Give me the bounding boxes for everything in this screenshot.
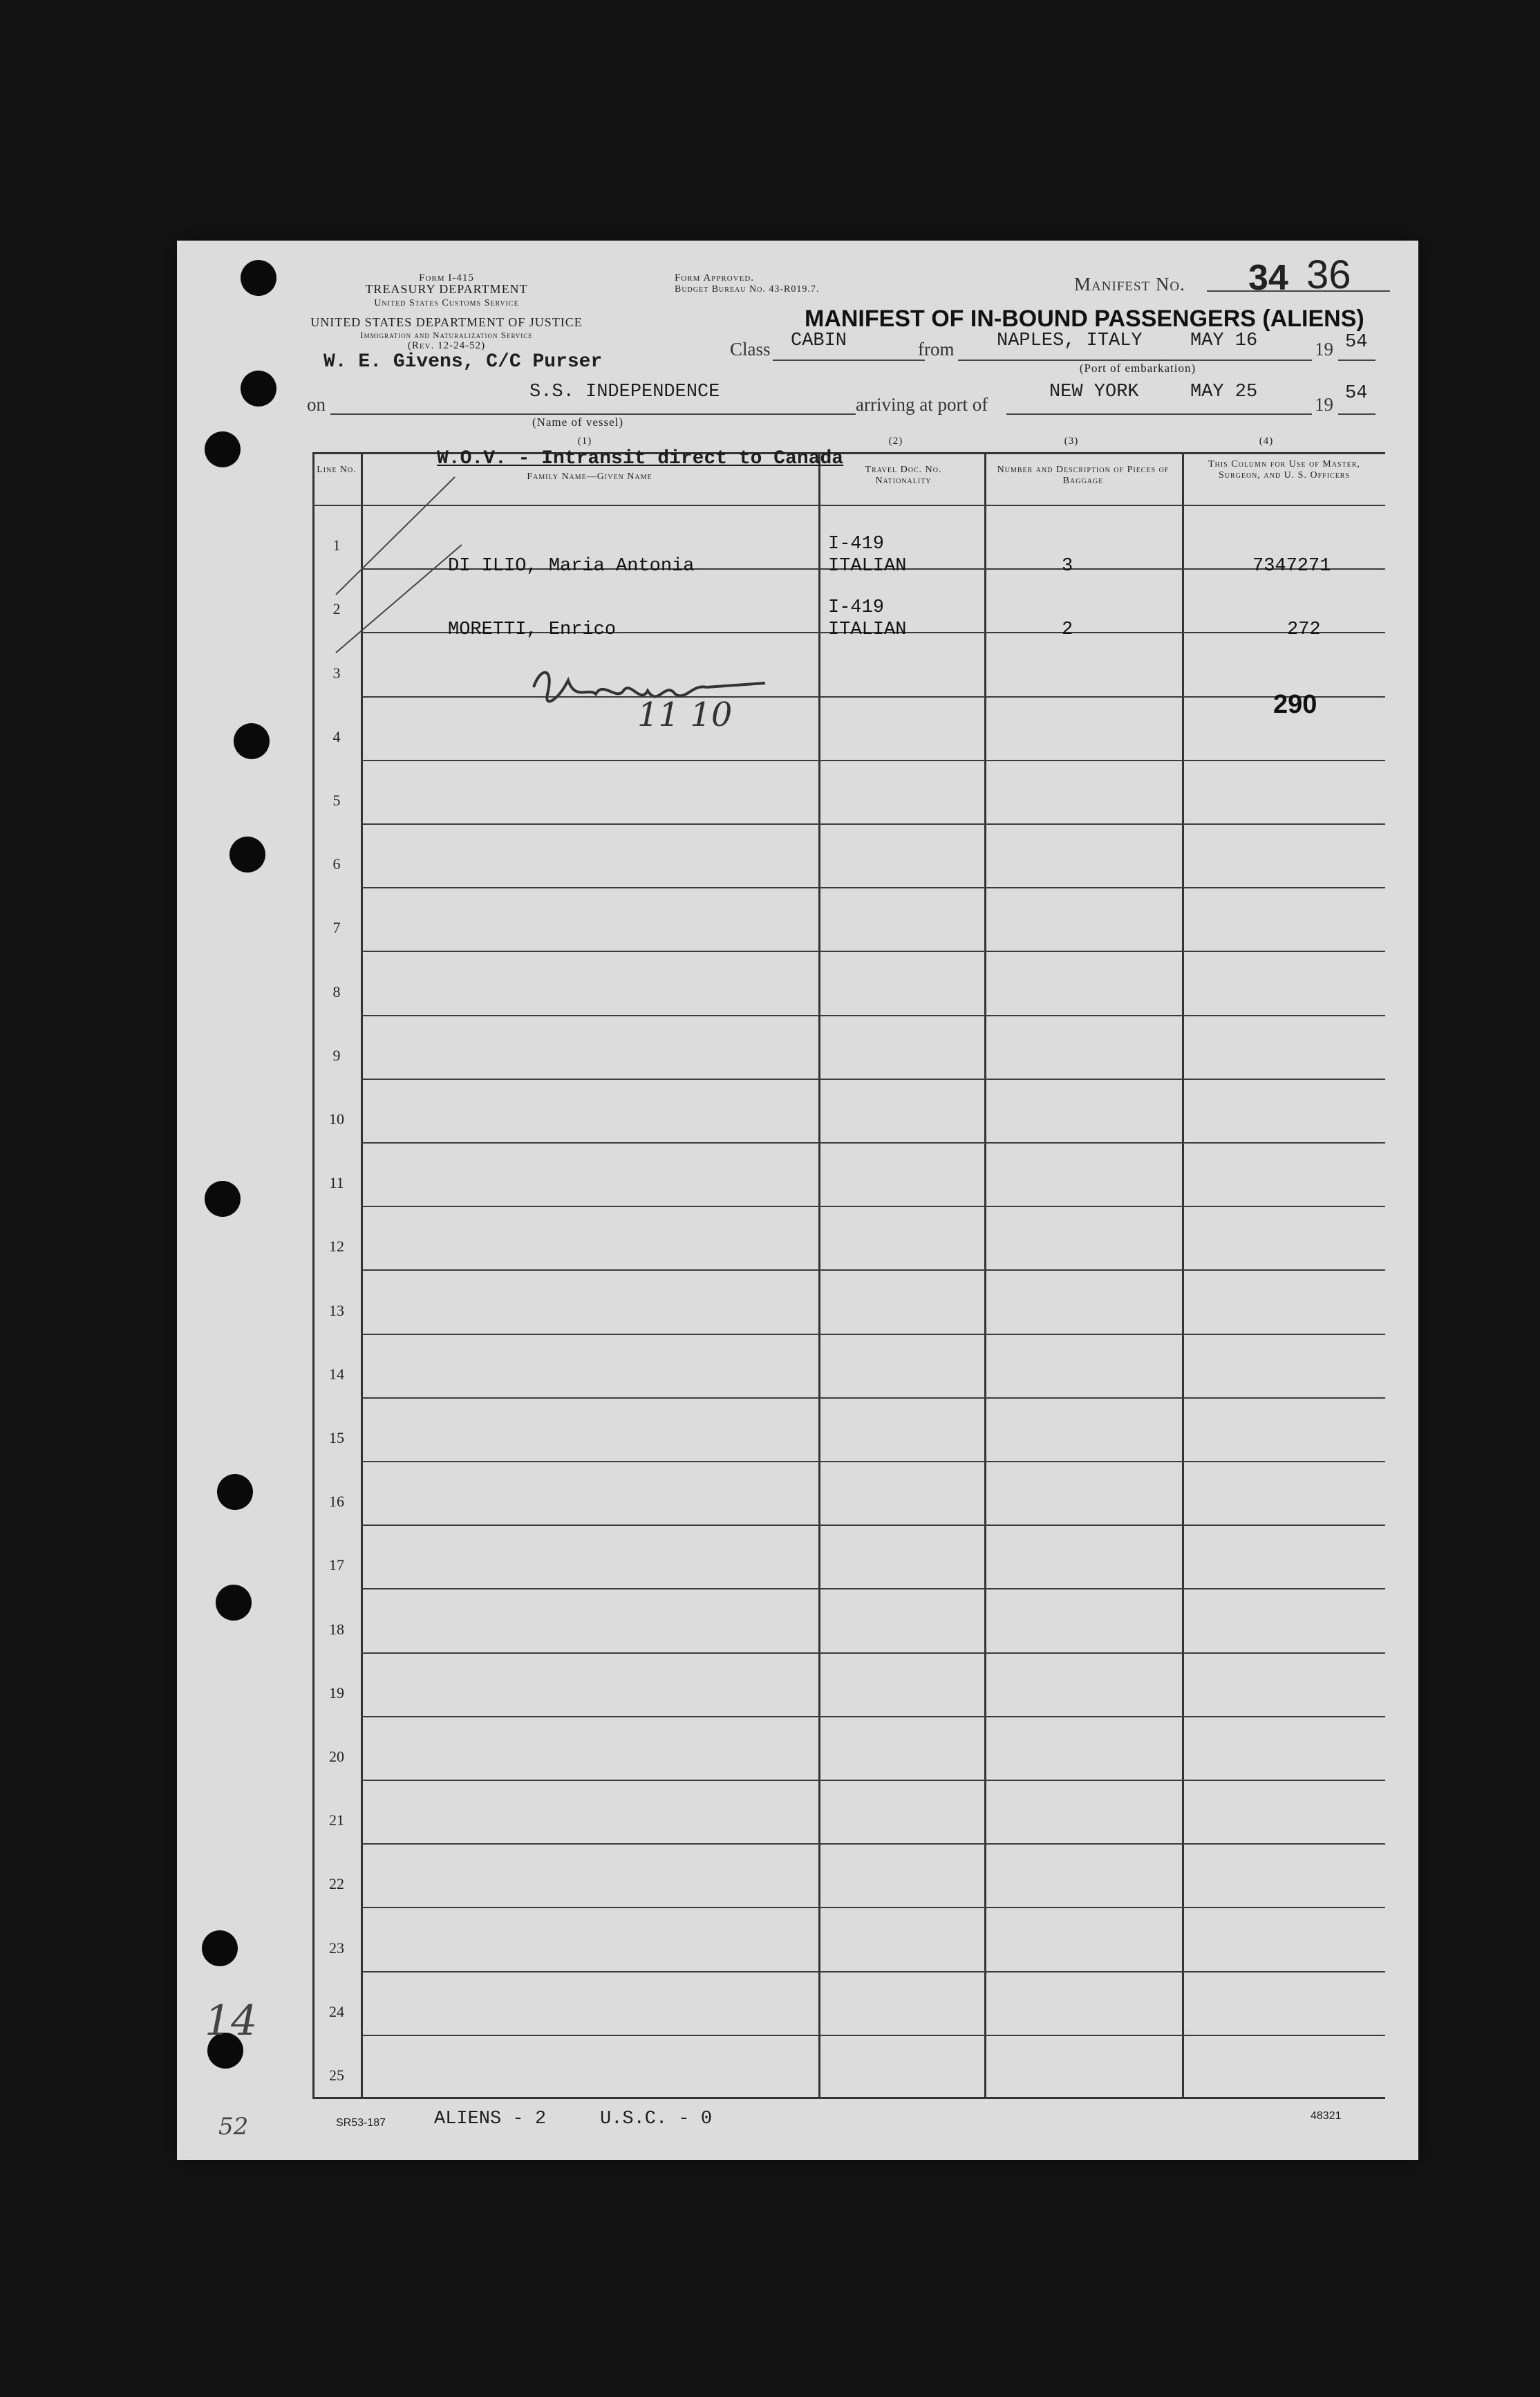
table-note: W.O.V. - Intransit direct to Canada	[437, 448, 844, 469]
class-underline	[773, 360, 925, 361]
treasury-dept: TREASURY DEPARTMENT	[365, 282, 528, 296]
line-number: 22	[329, 1875, 344, 1893]
form-approved: Form Approved.	[675, 272, 755, 283]
year-underline-1	[1338, 360, 1375, 361]
purser-name: W. E. Givens, C/C Purser	[323, 351, 603, 373]
line-number: 7	[332, 919, 341, 937]
punch-hole	[241, 371, 276, 407]
row-1-name: DI ILIO, Maria Antonia	[448, 556, 695, 577]
column-divider	[361, 452, 363, 2099]
line-number: 10	[329, 1110, 344, 1128]
column-divider	[312, 452, 314, 2099]
class-value: CABIN	[791, 330, 847, 351]
year-label-2: 19	[1315, 394, 1333, 415]
departure-date: MAY 16	[1190, 330, 1258, 351]
line-number: 2	[332, 600, 341, 618]
line-number: 4	[332, 727, 341, 745]
column-number-1: (1)	[577, 436, 592, 447]
column-number-3: (3)	[1064, 436, 1079, 447]
line-number: 3	[332, 664, 341, 682]
punch-hole	[216, 1585, 252, 1621]
row-divider	[361, 1780, 1385, 1781]
vessel-underline	[330, 413, 856, 415]
row-divider	[361, 2035, 1385, 2036]
arrival-year: 54	[1345, 383, 1368, 404]
row-divider	[361, 1971, 1385, 1972]
passenger-table	[312, 448, 1385, 2099]
line-number: 17	[329, 1556, 344, 1574]
column-number-2: (2)	[888, 436, 903, 447]
row-2-nationality: ITALIAN	[828, 619, 907, 640]
manifest-number-struck: 34	[1248, 258, 1288, 298]
row-divider	[361, 696, 1385, 698]
manifest-sheet	[177, 241, 1418, 2160]
line-number: 6	[332, 855, 341, 873]
line-number: 23	[329, 1939, 344, 1957]
line-number: 1	[332, 537, 341, 554]
year-label-1: 19	[1315, 339, 1333, 360]
row-2-name: MORETTI, Enrico	[448, 619, 617, 640]
punch-hole	[202, 1930, 238, 1966]
column-divider	[818, 452, 820, 2099]
punch-hole	[241, 260, 276, 296]
revision: (Rev. 12-24-52)	[407, 340, 486, 351]
punch-hole	[229, 837, 265, 873]
header-travel-doc: Travel Doc. No. Nationality	[865, 465, 942, 486]
form-number: Form I-415	[419, 272, 474, 283]
from-underline	[958, 360, 1312, 361]
punch-hole	[205, 431, 241, 467]
row-divider	[361, 1079, 1385, 1080]
row-divider	[361, 1334, 1385, 1335]
punch-hole	[205, 1181, 241, 1217]
punch-hole	[234, 723, 270, 759]
footer-code: SR53-187	[336, 2117, 386, 2129]
row-divider	[361, 1588, 1385, 1589]
row-2-officer: 272	[1287, 619, 1321, 640]
manifest-label: Manifest No.	[1074, 274, 1185, 295]
header-officers: This Column for Use of Master, Surgeon, and U. S. Officers	[1208, 459, 1360, 481]
row-divider	[361, 1269, 1385, 1271]
row-divider	[361, 1206, 1385, 1207]
vessel-name: S.S. INDEPENDENCE	[529, 382, 720, 402]
header-baggage: Number and Description of Pieces of Baggage	[997, 465, 1170, 486]
line-number: 24	[329, 2002, 344, 2020]
line-number: 25	[329, 2067, 344, 2084]
usc-count: U.S.C. - 0	[600, 2109, 713, 2129]
port-caption: (Port of embarkation)	[1079, 362, 1196, 375]
row-divider	[361, 1015, 1385, 1016]
check-marks	[326, 473, 506, 653]
arriving-label: arriving at port of	[856, 394, 988, 415]
column-number-4: (4)	[1259, 436, 1274, 447]
port-of-embarkation: NAPLES, ITALY	[997, 330, 1143, 351]
justice-dept: UNITED STATES DEPARTMENT OF JUSTICE	[310, 315, 583, 329]
row-divider	[361, 951, 1385, 952]
line-number: 19	[329, 1684, 344, 1701]
row-1-nationality: ITALIAN	[828, 556, 907, 577]
manifest-underline	[1207, 290, 1390, 292]
arrival-port: NEW YORK	[1049, 382, 1139, 402]
budget-bureau: Budget Bureau No. 43-R019.7.	[675, 284, 820, 295]
departure-year: 54	[1345, 332, 1368, 353]
row-1-doc: I-419	[828, 534, 885, 554]
row-divider	[361, 1524, 1385, 1526]
line-number: 18	[329, 1620, 344, 1638]
class-label: Class	[730, 339, 771, 360]
year-underline-2	[1338, 413, 1375, 415]
manifest-number: 36	[1306, 252, 1351, 297]
row-divider	[361, 1397, 1385, 1399]
row-divider	[361, 1461, 1385, 1462]
on-label: on	[307, 394, 326, 415]
header-name: Family Name—Given Name	[527, 472, 652, 482]
row-2-doc: I-419	[828, 597, 885, 618]
row-divider	[361, 1716, 1385, 1717]
punch-hole	[217, 1474, 253, 1510]
ins-service: Immigration and Naturalization Service	[360, 330, 533, 340]
arrival-underline	[1006, 413, 1312, 415]
footer-right: 48321	[1311, 2110, 1342, 2122]
row-divider	[361, 1652, 1385, 1654]
table-bottom-border	[312, 2097, 1385, 2099]
line-number: 9	[332, 1046, 341, 1064]
row-1-baggage: 3	[1062, 556, 1073, 577]
customs-service: United States Customs Service	[374, 298, 519, 308]
line-number: 12	[329, 1238, 344, 1256]
line-number: 21	[329, 1811, 344, 1829]
margin-note-bottom-2: 52	[218, 2113, 249, 2140]
line-number: 11	[329, 1174, 344, 1192]
row-divider	[361, 760, 1385, 761]
row-3-officer: 290	[1273, 690, 1317, 719]
row-divider	[361, 1843, 1385, 1845]
row-1-officer: 7347271	[1252, 556, 1331, 577]
aliens-count: ALIENS - 2	[434, 2109, 547, 2129]
line-number: 15	[329, 1429, 344, 1446]
row-divider	[361, 887, 1385, 888]
margin-note-bottom-1: 14	[205, 1997, 258, 2045]
line-number: 13	[329, 1301, 344, 1319]
row-divider	[361, 1907, 1385, 1908]
page-title: MANIFEST OF IN-BOUND PASSENGERS (ALIENS)	[805, 306, 1364, 332]
row-divider	[361, 1142, 1385, 1144]
line-number: 20	[329, 1748, 344, 1765]
line-number: 5	[332, 792, 341, 809]
column-divider	[984, 452, 986, 2099]
from-label: from	[918, 339, 955, 360]
line-number: 16	[329, 1493, 344, 1511]
header-line-no: Line No.	[317, 465, 357, 475]
vessel-caption: (Name of vessel)	[532, 416, 624, 429]
row-divider	[361, 823, 1385, 825]
signature-date: 11 10	[637, 696, 733, 734]
line-number: 8	[332, 982, 341, 1000]
row-2-baggage: 2	[1062, 619, 1073, 640]
line-number: 14	[329, 1365, 344, 1383]
arrival-date: MAY 25	[1190, 382, 1258, 402]
column-divider	[1182, 452, 1184, 2099]
